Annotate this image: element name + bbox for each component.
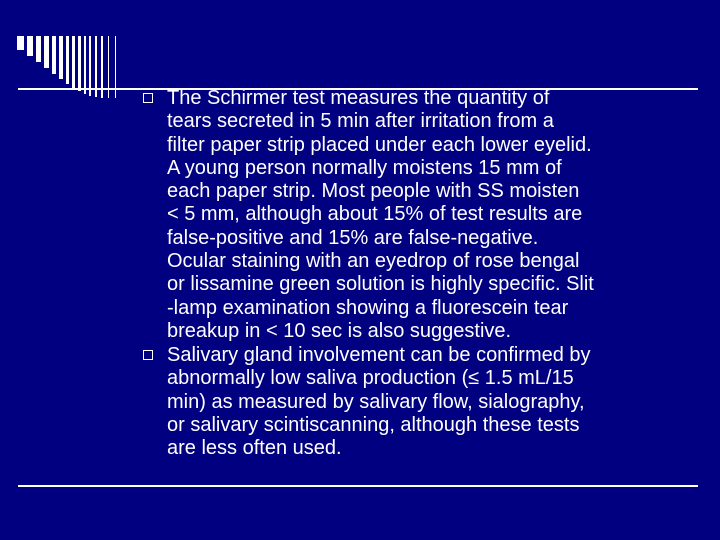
text-line: Ocular staining with an eyedrop of rose bengal: [167, 250, 580, 273]
text-line: A young person normally moistens 15 mm of: [167, 156, 562, 179]
text-line: tears secreted in 5 min after irritation from a: [167, 110, 554, 133]
text-line: min) as measured by salivary flow, sialography,: [167, 390, 585, 413]
text-line: Salivary gland involvement can be confirmed by: [167, 344, 591, 366]
text-line: abnormally low saliva production (≤ 1.5 mL/15: [167, 367, 574, 390]
bottom-divider: [18, 485, 698, 487]
text-line: or salivary scintiscanning, although these tests: [167, 413, 580, 436]
text-line: or lissamine green solution is highly specific. Slit: [167, 273, 594, 296]
hollow-square-bullet-icon: [143, 93, 153, 103]
text-line: filter paper strip placed under each lower eyelid.: [167, 133, 592, 156]
text-line: -lamp examination showing a fluorescein tear: [167, 296, 569, 319]
text-line: < 5 mm, although about 15% of test results are: [167, 203, 583, 226]
bullet-text: [167, 87, 687, 343]
text-line: false-positive and 15% are false-negative.: [167, 226, 539, 249]
bullet-text: [167, 344, 687, 460]
text-line: breakup in < 10 sec is also suggestive.: [167, 319, 512, 342]
text-line: each paper strip. Most people with SS moisten: [167, 180, 580, 203]
text-line: are less often used.: [167, 437, 342, 460]
hollow-square-bullet-icon: [143, 350, 153, 360]
text-line: The Schirmer test measures the quantity of: [167, 87, 550, 109]
